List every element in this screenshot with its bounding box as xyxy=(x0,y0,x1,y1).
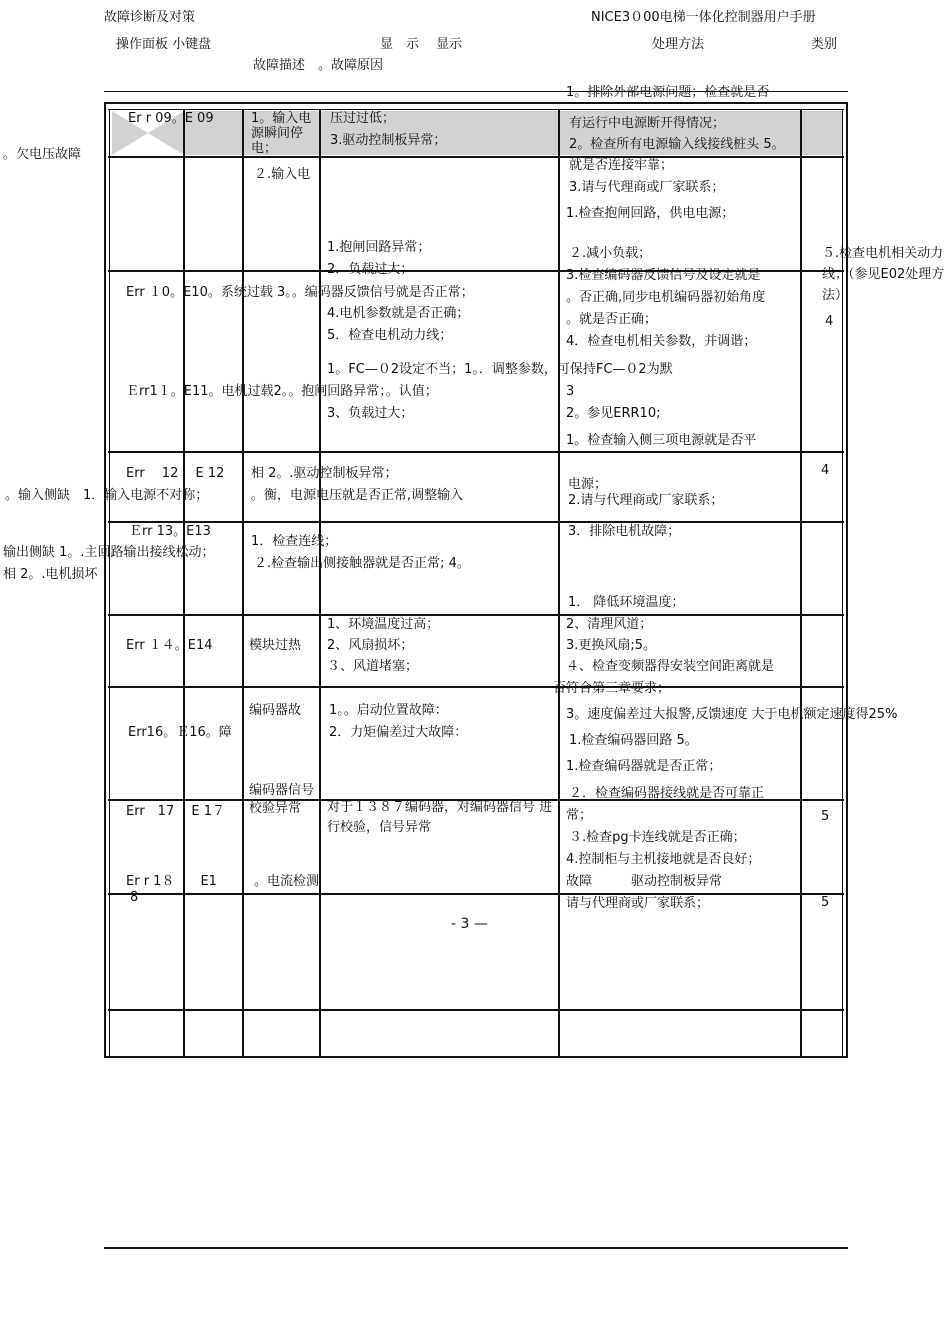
e10-cause1: 1.抱闸回路异常； xyxy=(327,240,431,255)
e13-cause1: 1．检查连线； xyxy=(251,534,338,549)
e16-method-line3: 1.检查编码器就是否正常； xyxy=(566,759,722,774)
e10-cause2: 2．负载过大； xyxy=(327,262,414,277)
e10-method-line4: 。就是否正确； xyxy=(566,312,658,327)
rule xyxy=(108,614,844,616)
e12-method-line2: 2.请与代理商或厂家联系； xyxy=(568,493,724,508)
e11-line1: 1。FC—０2设定不当；1。．调整参数，可保持FC—０2为默 xyxy=(327,362,673,377)
rule xyxy=(108,521,844,523)
e10-category: 4 xyxy=(825,314,834,329)
rule xyxy=(242,109,244,1058)
e10-right-note: ５.检查电机相关动力线；（参见E02处理方法） xyxy=(822,246,945,303)
e12-desc2: 。衡，电源电压就是否正常,调整输入 xyxy=(251,488,464,503)
col-display-header: 显 示 显示 xyxy=(380,37,463,52)
e11-method-line1: 2。参见ERR10; xyxy=(566,406,661,421)
e10-code: Err １0。E10。系统过载 3。。编码器反馈信号就是否正常； xyxy=(126,285,474,300)
col-panel-header: 操作面板 小键盘 xyxy=(116,37,212,52)
e17-method-line2: 常； xyxy=(566,808,593,823)
e10-method-line5: 4．检查电机相关参数，并调谐； xyxy=(566,334,757,349)
e10-method-line3: 。否正确,同步电机编码器初始角度 xyxy=(566,290,766,305)
rule xyxy=(319,109,321,1058)
e16-cause1: 1。。启动位置故障： xyxy=(329,703,448,718)
rule xyxy=(108,1009,844,1011)
e12-left-label: 。输入侧缺 1．输入电源不对称； xyxy=(5,488,209,503)
e14-cause1: 1、环境温度过高； xyxy=(327,617,440,632)
rule xyxy=(109,109,110,1058)
e09-method-line5: 1.检查抱闸回路，供电电源； xyxy=(566,206,735,221)
e12-code: Err 12 E 12 xyxy=(126,466,225,481)
e11-method-line2: 1。检查输入侧三项电源就是否平 xyxy=(566,433,757,448)
e16-desc: 编码器故 xyxy=(249,703,302,718)
e14-code: Err １４。E14 xyxy=(126,638,213,653)
e09-code: Er r 09。E 09 xyxy=(128,111,214,126)
e09-left-label: 。欠电压故障 xyxy=(3,147,82,162)
col-desc-header: 故障描述 。故障原因 xyxy=(253,58,384,73)
e18-method-line2: 请与代理商或厂家联系； xyxy=(566,896,710,911)
e11-code: Ｅrr1１。E11。电机过载2。。抱闸回路异常；。认值； xyxy=(126,384,438,399)
rule xyxy=(108,451,844,453)
e14-cause3: ３、风道堵塞； xyxy=(327,659,419,674)
e16-code: Err16。Ｅ16。障 xyxy=(128,725,232,740)
e11-line2: 3 xyxy=(566,384,575,399)
e13-left-label2: 相 2。.电机损坏 xyxy=(3,567,98,582)
e13-code: Ｅrr 13。E13 xyxy=(129,524,211,539)
e13-method-line2: 1． 降低环境温度； xyxy=(568,595,685,610)
e14-cause2: 2、风扇损坏； xyxy=(327,638,414,653)
rule xyxy=(104,102,848,104)
e17-category: 5 xyxy=(821,809,830,824)
e17-cause1: 对于１３８７编码器，对编码器信号 进行校验，信号异常 xyxy=(327,800,553,835)
doc-left-title: 故障诊断及对策 xyxy=(104,10,196,25)
e18-method-line1: 故障 驱动控制板异常 xyxy=(566,874,723,889)
e11-cause3: 3、负载过大； xyxy=(327,406,414,421)
e13-method-line1: 3．排除电机故障； xyxy=(568,524,681,539)
e18-desc: 。电流检测 xyxy=(254,874,320,889)
e09-method-line0: 1。排除外部电源问题；检查就是否 xyxy=(566,85,770,100)
e18-code2: 8 xyxy=(130,890,139,905)
e14-method-line4: 否符合第三章要求； xyxy=(553,681,671,696)
rule xyxy=(108,893,844,895)
e18-code: Er r 1８ E1 xyxy=(126,874,217,889)
rule xyxy=(183,109,185,1058)
e10-cause4: 4.电机参数就是否正确； xyxy=(327,306,470,321)
e16-method-line1: 3。速度偏差过大报警,反馈速度 大于电机额定速度得25% xyxy=(566,707,898,722)
rule xyxy=(800,109,802,1058)
e13-cause2: ２.检查输出侧接触器就是否正常; 4。 xyxy=(254,556,470,571)
e17-code: Err 17 E 1７ xyxy=(126,804,225,819)
e09-method-line1: 有运行中电源断开得情况； xyxy=(569,116,726,131)
e09-method-line2: 2。检查所有电源输入线接线桩头 5。 xyxy=(569,137,785,152)
e14-method-line2: 3.更换风扇;5。 xyxy=(566,638,657,653)
e09-cause-b: ２.输入电 xyxy=(254,167,311,182)
e17-method-line4: 4.控制柜与主机接地就是否良好； xyxy=(566,852,761,867)
rule xyxy=(104,1056,848,1058)
e12-desc: 相 2。.驱动控制板异常； xyxy=(251,466,398,481)
e09-cause1: 压过过低； xyxy=(330,111,396,126)
e09-cause2: 3.驱动控制板异常； xyxy=(330,133,447,148)
rule xyxy=(108,109,844,110)
e10-method-line2: 3.检查编码器反馈信号及设定就是 xyxy=(566,268,761,283)
e17-desc: 编码器信号校验异常 xyxy=(249,783,315,816)
e16-cause2: 2．力矩偏差过大故障： xyxy=(329,725,468,740)
doc-right-title: NICE3０00电梯一体化控制器用户手册 xyxy=(591,10,816,25)
e09-method-line3: 就是否连接牢靠； xyxy=(569,158,674,173)
rule-footer xyxy=(104,1247,848,1249)
e17-method-line1: ２．检查编码器接线就是否可靠正 xyxy=(569,786,765,801)
e14-method-line3: ４、检查变频器得安装空间距离就是 xyxy=(566,659,775,674)
e10-cause5: 5．检查电机动力线； xyxy=(327,328,453,343)
e14-desc: 模块过热 xyxy=(249,638,302,653)
e16-method-line2: 1.检查编码器回路 5。 xyxy=(569,733,698,748)
e14-method-line1: 2、清理风道； xyxy=(566,617,653,632)
e13-left-label: 输出侧缺 1。.主回路输出接线松动； xyxy=(3,545,215,560)
rule xyxy=(108,686,844,688)
e09-desc: 1。输入电源瞬间停电； xyxy=(251,111,312,156)
e10-method-line1: ２.减小负载； xyxy=(569,246,652,261)
col-method-header: 处理方法 xyxy=(652,37,705,52)
col-category-header: 类别 xyxy=(811,37,838,52)
e17-method-line3: ３.检查pg卡连线就是否正确； xyxy=(569,830,746,845)
e09-method-line4: 3.请与代理商或厂家联系； xyxy=(569,180,725,195)
e12-category: 4 xyxy=(821,463,830,478)
page-number: - 3 — xyxy=(451,916,488,932)
rule xyxy=(558,109,560,1058)
rule xyxy=(108,156,844,158)
rule xyxy=(104,102,106,1058)
e18-category: 5 xyxy=(821,895,830,910)
e12-method-line1: 电源； xyxy=(568,477,608,492)
